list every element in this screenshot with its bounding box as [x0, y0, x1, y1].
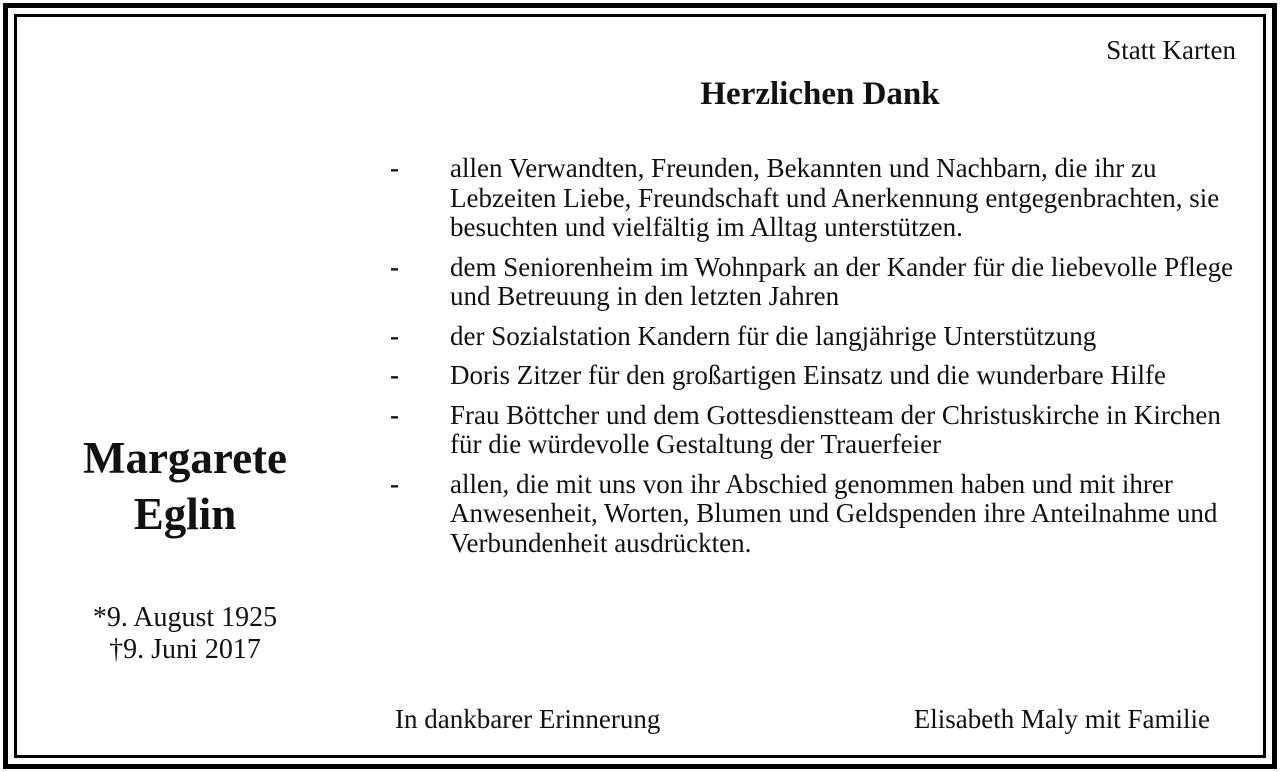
list-item [390, 322, 1240, 352]
list-item [390, 361, 1240, 391]
dash-bullet: - [390, 399, 399, 430]
list-item [390, 401, 1240, 460]
list-item-text: Doris Zitzer für den großartigen Einsatz und die wunderbare Hilfe [450, 360, 1166, 390]
first-name: Margarete [82, 433, 288, 483]
statt-karten-label: Statt Karten [1106, 35, 1236, 65]
last-name: Eglin [133, 489, 237, 539]
list-item [390, 253, 1240, 312]
birth-date: *9. August 1925 [92, 602, 278, 633]
thanks-list [390, 154, 1240, 568]
dash-bullet: - [390, 251, 399, 282]
list-item-text: dem Seniorenheim im Wohnpark an der Kander für die liebevolle Pflege und Betreuung in den letzten Jahren [450, 251, 1234, 311]
list-item-text: allen, die mit uns von ihr Abschied genommen haben und mit ihrer Anwesenheit, Worten, Blumen und Geldspenden ihre Anteilnahme und Verbundenheit ausdrückten. [450, 468, 1218, 558]
dash-bullet: - [390, 320, 399, 351]
closing-phrase: In dankbarer Erinnerung [395, 704, 661, 734]
death-date: †9. Juni 2017 [109, 634, 261, 665]
list-item-text: der Sozialstation Kandern für die langjährige Unterstützung [450, 320, 1097, 351]
list-item [390, 154, 1240, 243]
signature: Elisabeth Maly mit Familie [913, 704, 1210, 734]
list-item-text: allen Verwandten, Freunden, Bekannten und Nachbarn, die ihr zu Lebzeiten Liebe, Freundschaft und Anerkennung entgegenbrachten, sie besuchten und vielfältig im Alltag unterstützen. [450, 153, 1220, 242]
dash-bullet: - [390, 153, 399, 183]
list-item-text: Frau Böttcher und dem Gottesdienstteam der Christuskirche in Kirchen für die würdevolle Gestaltung der Trauerfeier [450, 399, 1221, 459]
life-dates [40, 602, 330, 666]
page-title: Herzlichen Dank [700, 76, 940, 112]
dash-bullet: - [390, 360, 399, 390]
dash-bullet: - [390, 468, 399, 499]
deceased-name [40, 430, 330, 542]
list-item [390, 470, 1240, 559]
